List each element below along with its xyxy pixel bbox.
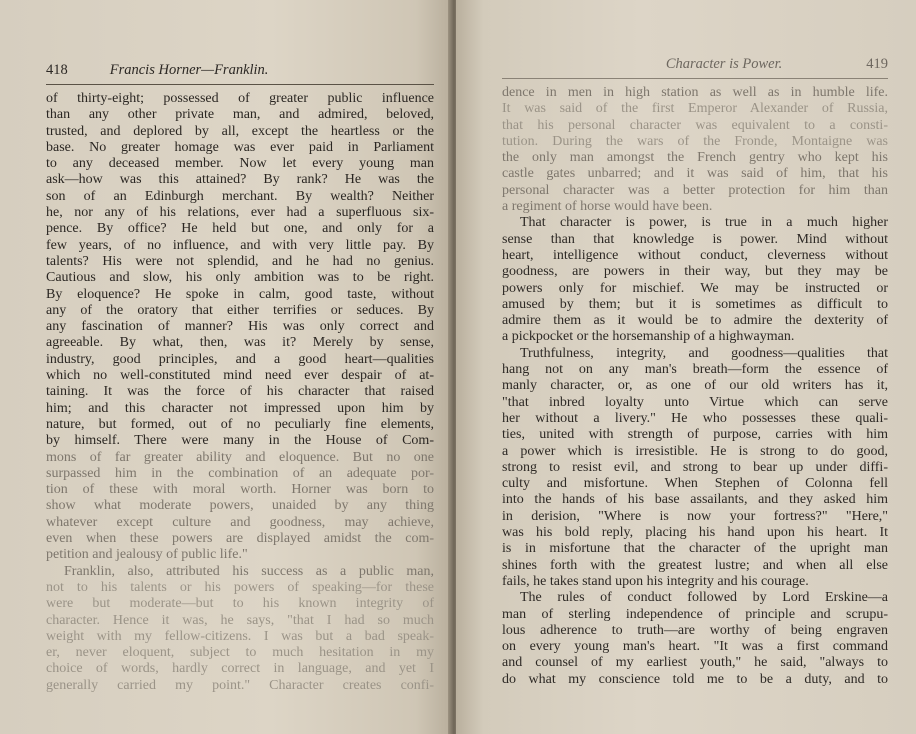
text-line: dence in men in high station as well as in humble life. — [502, 85, 888, 100]
text-line: surpassed him in the combination of an adequate por- — [46, 465, 434, 481]
text-line: ties, united with strength of purpose, carries with him — [502, 427, 888, 443]
text-line: agreeable. By what, then, was it? Merely by sense, — [46, 335, 434, 351]
text-line: show what moderate powers, unaided by any thing — [46, 498, 434, 514]
text-line: to any deceased member. Now let every young man — [46, 156, 434, 172]
text-line: That character is power, is true in a much higher — [520, 215, 888, 231]
text-line: personal character was a better protection for him than — [502, 182, 888, 198]
text-line: that his personal character was equivalent to a consti- — [502, 117, 888, 133]
text-line: generally carried my point." Character creates confi- — [46, 677, 434, 693]
text-line: ask—how was this attained? By rank? He was the — [46, 172, 434, 188]
text-line: a pickpocket or the horsemanship of a highwayman. — [502, 329, 795, 345]
text-line: the only man amongst the French gentry who kept his — [502, 150, 888, 166]
text-line: nature, but formed, out of no peculiarly fine elements, — [46, 416, 434, 432]
text-line: petition and jealousy of public life." — [46, 547, 248, 563]
left-page-body — [46, 91, 434, 694]
text-line: "that inbred loyalty unto Virtue which can serve — [502, 394, 888, 410]
text-line: pence. By office? He held but one, and only for a — [46, 221, 434, 237]
text-line: amused by them; but it is sometimes as difficult to — [502, 296, 888, 312]
text-line: strong to resist evil, and strong to bear up under diffi- — [502, 459, 888, 475]
text-line: fails, he takes stand upon his integrity and his courage. — [502, 573, 809, 589]
text-line: choice of words, hardly correct in language, and yet I — [46, 661, 434, 677]
text-line: by himself. There were many in the House of Com- — [46, 433, 434, 449]
text-line: castle gates unbarred; and it was said of him, that his — [502, 166, 888, 182]
text-line: talents? His were not splendid, and he had no genius. — [46, 253, 434, 269]
text-line: and counsel of my earliest youth," he said, "always to — [502, 655, 888, 671]
text-line: of thirty-eight; possessed of greater public influence — [46, 91, 434, 106]
text-line: few years, of no influence, and with very little pay. By — [46, 237, 434, 253]
text-line: goodness, are powers in their way, but they may be — [502, 264, 888, 280]
text-line: Truthfulness, integrity, and goodness—qualities that — [520, 345, 888, 361]
text-line: was his bold reply, placing his hand upon his heart. It — [502, 525, 888, 541]
right-page-body — [502, 85, 888, 688]
text-line: is in misfortune that the character of the upright man — [502, 541, 888, 557]
text-line: base. No greater homage was ever paid in Parliament — [46, 139, 434, 155]
text-line: By eloquence? He spoke in calm, good taste, without — [46, 286, 434, 302]
text-line: any of the oratory that either terrifies or seduces. By — [46, 302, 434, 318]
text-line: him; and this character not impressed upon him by — [46, 400, 434, 416]
text-line: were but moderate—but to his known integrity of — [46, 596, 434, 612]
text-line: tion of these with moral worth. Horner was born to — [46, 482, 434, 498]
text-line: taining. It was the force of his character that raised — [46, 384, 434, 400]
text-line: on every young man's heart. "It was a first command — [502, 639, 888, 655]
text-line: he, nor any of his relations, ever had a superfluous six- — [46, 205, 434, 221]
text-line: heart, intelligence without conduct, cleverness without — [502, 247, 888, 263]
text-line: even when these powers are displayed amidst the com- — [46, 531, 434, 547]
text-line: Cautious and slow, his only ambition was to be right. — [46, 270, 434, 286]
text-line: do what my conscience told me to be a duty, and to — [502, 671, 888, 687]
text-line: man of sterling independence of principle and scrupu- — [502, 606, 888, 622]
right-running-head — [502, 56, 888, 79]
left-page-number: 418 — [46, 62, 68, 78]
text-line: sense than that knowledge is power. Mind without — [502, 231, 888, 247]
text-line: er, never eloquent, subject to much hesitation in my — [46, 645, 434, 661]
text-line: character. Hence it was, he says, "that I had so much — [46, 612, 434, 628]
text-line: not to his talents or his powers of speaking—for these — [46, 579, 434, 595]
text-line: her without a livery." He who possesses these quali- — [502, 410, 888, 426]
text-line: in derision, "Where is now your fortress?" "Here," — [502, 508, 888, 524]
text-line: hang not on any man's breath—form the essence of — [502, 362, 888, 378]
text-line: It was said of the first Emperor Alexander of Russia, — [502, 101, 888, 117]
text-line: manly character, or, as one of our old writers has it, — [502, 378, 888, 394]
text-line: mons of far greater ability and eloquence. But no one — [46, 449, 434, 465]
text-line: trusted, and deplored by all, except the heartless or the — [46, 123, 434, 139]
text-line: into the hands of his base assailants, and they asked him — [502, 492, 888, 508]
text-line: than any other private man, and admired, beloved, — [46, 107, 434, 123]
text-line: any fascination of manner? His was only correct and — [46, 319, 434, 335]
text-line: admire them as it would be to admire the dexterity of — [502, 313, 888, 329]
text-line: lous adherence to truth—are worthy of being engraven — [502, 622, 888, 638]
left-page — [0, 0, 452, 734]
text-line: whatever except culture and goodness, may achieve, — [46, 514, 434, 530]
text-line: which no well-constituted mind need ever despair of at- — [46, 368, 434, 384]
left-running-head — [46, 62, 434, 85]
right-page-number: 419 — [866, 56, 888, 72]
text-line: culty and misfortune. When Stephen of Colonna fell — [502, 476, 888, 492]
left-running-title: Francis Horner—Franklin. — [109, 62, 269, 78]
text-line: Franklin, also, attributed his success as a public man, — [64, 563, 434, 579]
text-line: The rules of conduct followed by Lord Erskine—a — [520, 590, 888, 606]
text-line: powers only for mischief. We may be instructed or — [502, 280, 888, 296]
text-line: a power which is irresistible. He is strong to do good, — [502, 443, 888, 459]
text-line: son of an Edinburgh merchant. By wealth? Neither — [46, 188, 434, 204]
text-line: shines forth with the greatest lustre; and when all else — [502, 557, 888, 573]
right-running-title: Character is Power. — [665, 56, 783, 72]
text-line: industry, good principles, and a good heart—qualities — [46, 351, 434, 367]
text-line: weight with my fellow-citizens. I was but a bad speak- — [46, 628, 434, 644]
text-line: a regiment of horse would have been. — [502, 199, 713, 215]
right-page — [456, 0, 916, 734]
text-line: tution. During the wars of the Fronde, Montaigne was — [502, 133, 888, 149]
